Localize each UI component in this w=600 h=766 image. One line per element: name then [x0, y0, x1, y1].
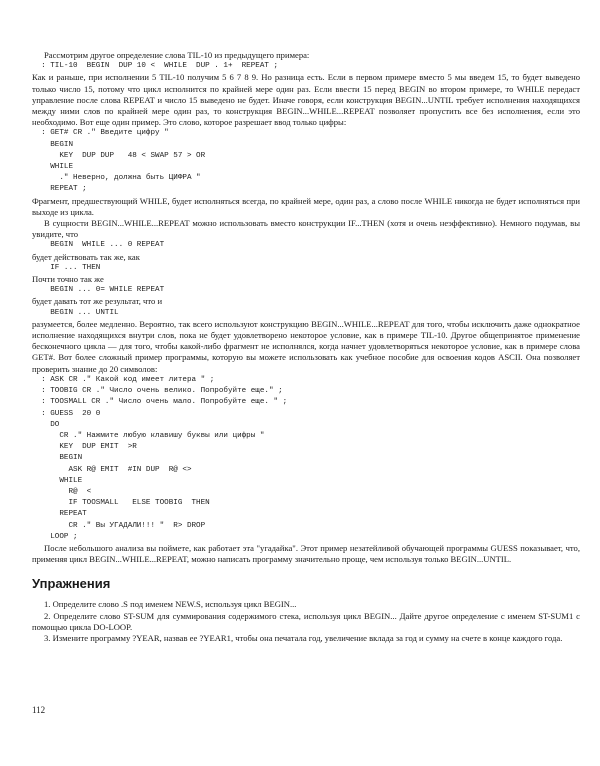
exercise-list [32, 599, 580, 644]
page-body [32, 50, 580, 644]
code-begin-0-while: BEGIN ... 0= WHILE REPEAT [32, 286, 165, 295]
code-get: : GET# CR ." Введите цифру " BEGIN KEY DUP DUP 48 < SWAP 57 > OR WHILE ." Неверно, должна быть ЦИФРА " REPEAT ; [41, 129, 206, 194]
intro-paragraph: Рассмотрим другое определение слова TIL-10 из предыдущего примера: [44, 50, 310, 60]
paragraph-while-fragment: Фрагмент, предшествующий WHILE, будет исполняться всегда, по крайней мере, один раз, а слово после WHILE никогда не будет исполняться при выходе из цикла. [32, 195, 580, 217]
exercise-item: 2. Определите слово ST-SUM для суммирования содержимого стека, используя цикл BEGIN... Дайте другое определение с именем ST-SUM1 с помощью цикла DO-LOOP. [32, 610, 580, 632]
code-if-then: IF ... THEN [32, 263, 101, 272]
exercise-item: 1. Определите слово .S под именем NEW.S, используя цикл BEGIN... [44, 599, 297, 610]
code-begin-until: BEGIN ... UNTIL [32, 308, 119, 317]
paragraph-analysis: После небольшого анализа вы поймете, как работает эта "угадайка". Этот пример незатейливой обучающей программы GUESS показывает, что, применяя цикл BEGIN...WHILE...REPEAT, можно написать программу значительно проще, чем используя только BEGIN...UNTIL. [32, 542, 580, 565]
section-heading-exercises: Упражнения [32, 576, 111, 592]
paragraph-same-result: будет давать тот же результат, что и [32, 296, 163, 307]
paragraph-til10-explanation: Как и раньше, при исполнении 5 TIL-10 получим 5 6 7 8 9. Но разница есть. Если в первом примере вместо 5 мы введем 15, то будет выведено только число 15, потому что цикл исполнится по крайней мере один раз. Если ввести 15 перед BEGIN во втором примере, то WHILE передаст управление после слова REPEAT и число 15 выведено не будет. Иначе говоря, если конструкция BEGIN...UNTIL требует исполнения находящихся между ними слов по крайней мере один раз, то конструкция BEGIN...WHILE...REPEAT позволяет пропустить все без исполнения, если это необходимо. Вот еще один пример. Это слово, которое разрешает ввод только цифры: [32, 72, 580, 128]
exercise-item: 3. Измените программу ?YEAR, назвав ее ?YEAR1, чтобы она печатала год, увеличение вклада за год и сумму на счете в конце каждого года. [44, 632, 563, 643]
code-guess: : ASK CR ." Какой код имеет литера " ; : TOOBIG CR ." Число очень велико. Попробуйте еще." ; : TOOSMALL CR ." Число очень мало. Попробуйте еще. " ; : GUESS 20 0 DO CR ." Нажмите любую клавишу буквы или цифры " KEY DUP EMIT >R BEGIN ASK R@ EMIT #IN DUP R@ <> WHILE R@ < IF TOOSMALL ELSE TOOBIG THEN REPEAT CR ." Вы УГАДАЛИ!!! " R> DROP LOOP ; [41, 375, 288, 541]
code-til10: : TIL-10 BEGIN DUP 10 < WHILE DUP . 1+ REPEAT ; [32, 62, 279, 71]
code-begin-while: BEGIN WHILE ... 0 REPEAT [32, 241, 165, 250]
paragraph-usage: разумеется, более медленно. Вероятно, так всего используют конструкцию BEGIN...WHILE...REPEAT для того, чтобы исключить даже однократное исполнение находящихся внутри слов, пока не будет удовлетворено некоторое условие, как в примере TIL-10. Другое общепринятое применение бесконечного цикла — для того, чтобы какой-либо фрагмент не исполнялся, когда начнет удовлетворяться некоторое условие, как в примере слова GET#. Вот более сложный пример программы, которую вы можете использовать как учебное пособие для освоения кодов ASCII. Она позволяет проверить знание до 20 символов: [32, 318, 580, 374]
paragraph-same-as: будет действовать так же, как [32, 251, 140, 262]
paragraph-almost: Почти точно так же [32, 274, 104, 285]
page-number: 112 [32, 705, 46, 715]
paragraph-if-then: В сущности BEGIN...WHILE...REPEAT можно использовать вместо конструкции IF...THEN (хотя и очень неэффективно). Немного подумав, вы увидите, что [32, 218, 580, 240]
